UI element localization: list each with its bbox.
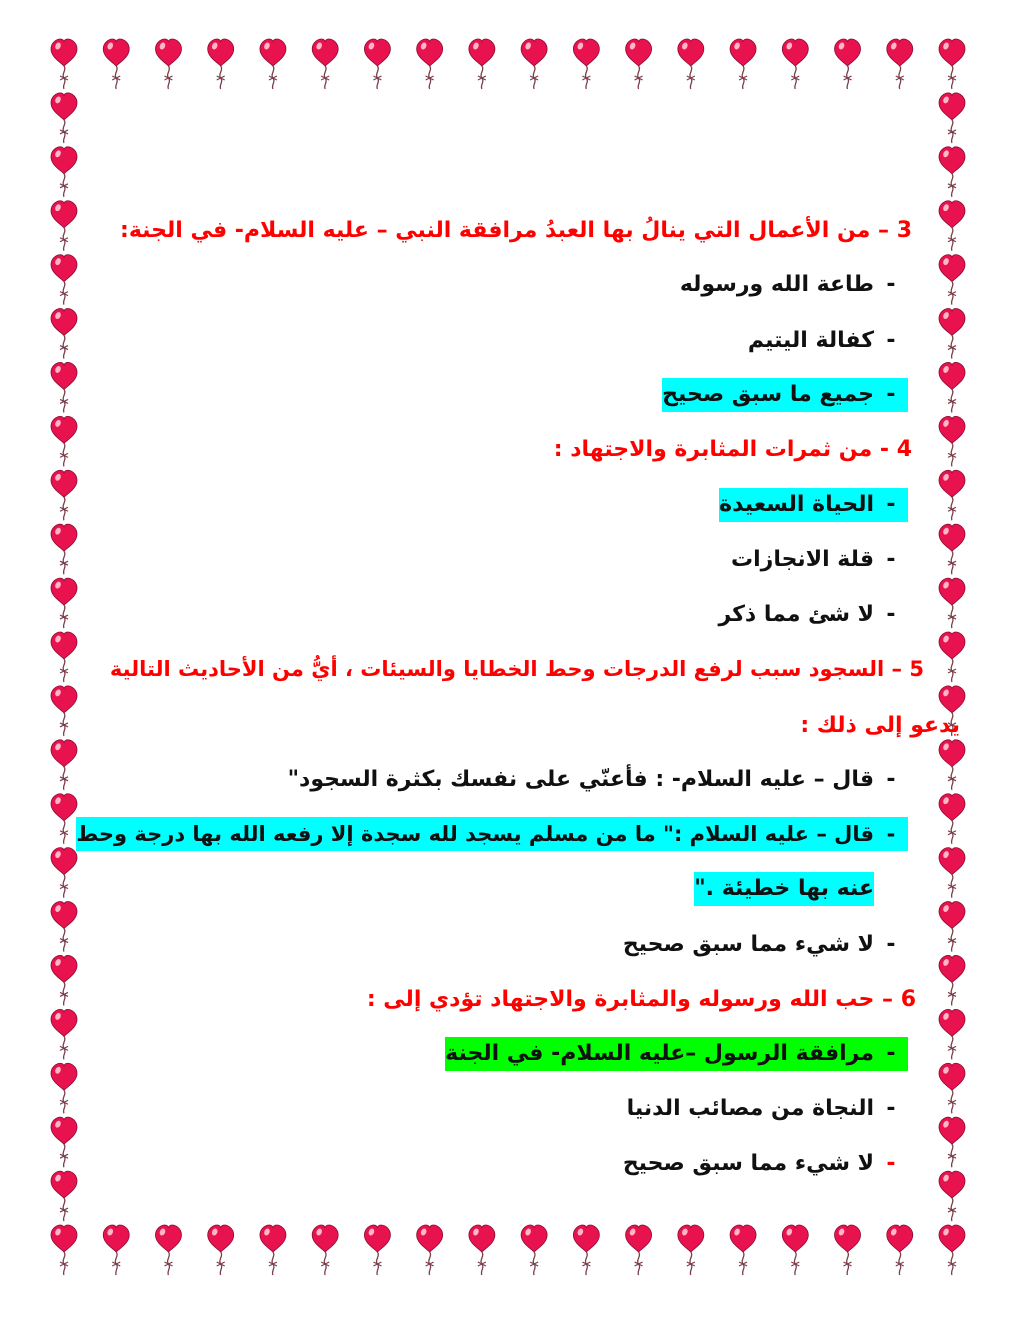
correct-answer-highlight: [445, 1037, 908, 1071]
option-list-item: [680, 268, 908, 302]
heart-balloon-icon: [155, 1225, 181, 1275]
heart-balloon-icon: [51, 1225, 77, 1275]
heart-balloon-icon: [939, 1117, 965, 1167]
correct-answer-highlight: [76, 817, 908, 851]
option-list-item: [623, 1147, 908, 1181]
heart-balloon-icon: [103, 39, 129, 89]
option-text: لا شيء مما سبق صحيح: [622, 1151, 874, 1176]
heart-balloon-icon: [51, 93, 77, 143]
heart-balloon-icon: [730, 39, 756, 89]
heart-balloon-icon: [730, 1225, 756, 1275]
question-6-title: 6 – حب الله ورسوله والمثابرة والاجتهاد تؤدي إلى :: [366, 987, 916, 1012]
heart-balloon-icon: [51, 686, 77, 736]
heart-balloon-icon: [939, 524, 965, 574]
heart-balloon-icon: [939, 147, 965, 197]
heart-balloon-icon: [887, 1225, 913, 1275]
heart-balloon-icon: [51, 848, 77, 898]
heart-balloon-icon: [939, 578, 965, 628]
heart-balloon-icon: [939, 362, 965, 412]
option-text: كفالة اليتيم: [747, 328, 874, 353]
bullet: -: [886, 1041, 896, 1066]
heart-balloon-icon: [939, 902, 965, 952]
heart-balloon-icon: [782, 1225, 808, 1275]
heart-balloon-icon: [312, 1225, 338, 1275]
correct-answer-highlight-continued: عنه بها خطيئة .": [694, 872, 874, 906]
option-text: جميع ما سبق صحيح: [662, 382, 874, 407]
option-list-item: [288, 763, 908, 797]
question-3-title: 3 – من الأعمال التي ينالُ بها العبدُ مرافقة النبي – عليه السلام- في الجنة:: [120, 218, 912, 243]
heart-balloon-icon: [782, 39, 808, 89]
heart-balloon-icon: [939, 1009, 965, 1059]
heart-balloon-icon: [417, 39, 443, 89]
bullet: -: [886, 932, 896, 957]
option-list-item: [718, 598, 908, 632]
heart-balloon-icon: [521, 39, 547, 89]
heart-balloon-icon: [51, 39, 77, 89]
question-5-title-continued: يدعو إلى ذلك :: [800, 713, 960, 738]
heart-balloon-icon: [103, 1225, 129, 1275]
heart-balloon-icon: [939, 1171, 965, 1221]
heart-balloon-icon: [939, 470, 965, 520]
option-text: لا شيء مما سبق صحيح: [622, 932, 874, 957]
heart-balloon-icon: [939, 93, 965, 143]
bullet: -: [886, 602, 896, 627]
heart-balloon-icon: [939, 1063, 965, 1113]
option-text: قال – عليه السلام :" ما من مسلم يسجد لله سجدة إلا رفعه الله بها درجة وحط: [76, 822, 874, 846]
option-list-item: [627, 1092, 908, 1126]
heart-balloon-icon: [678, 1225, 704, 1275]
heart-balloon-icon: [51, 955, 77, 1005]
option-list-item: [748, 324, 908, 358]
heart-balloon-icon: [626, 39, 652, 89]
heart-balloon-icon: [939, 39, 965, 89]
heart-balloon-icon: [678, 39, 704, 89]
heart-balloon-icon: [469, 39, 495, 89]
heart-balloon-icon: [51, 794, 77, 844]
heart-balloon-icon: [51, 147, 77, 197]
bullet: -: [886, 272, 896, 297]
heart-balloon-icon: [51, 470, 77, 520]
bullet: -: [886, 382, 896, 407]
question-5-title: 5 – السجود سبب لرفع الدرجات وحط الخطايا والسيئات ، أيُّ من الأحاديث التالية: [109, 657, 924, 681]
heart-balloon-icon: [939, 1225, 965, 1275]
option-text: مرافقة الرسول –عليه السلام- في الجنة: [445, 1041, 874, 1066]
bullet: -: [886, 328, 896, 353]
option-text: قال – عليه السلام- : فأعنّي على نفسك بكثرة السجود": [287, 767, 874, 792]
bullet: -: [886, 547, 896, 572]
heart-balloon-icon: [51, 524, 77, 574]
heart-balloon-icon: [312, 39, 338, 89]
heart-balloon-icon: [469, 1225, 495, 1275]
heart-balloon-icon: [260, 1225, 286, 1275]
option-text: الحياة السعيدة: [719, 492, 874, 517]
heart-balloon-icon: [51, 1171, 77, 1221]
heart-balloon-icon: [939, 416, 965, 466]
heart-balloon-icon: [417, 1225, 443, 1275]
option-text: طاعة الله ورسوله: [679, 272, 874, 297]
heart-balloon-icon: [51, 1117, 77, 1167]
option-text: قلة الانجازات: [731, 547, 874, 572]
heart-balloon-icon: [939, 848, 965, 898]
heart-balloon-icon: [155, 39, 181, 89]
heart-balloon-icon: [51, 1063, 77, 1113]
correct-answer-highlight: [719, 488, 908, 522]
heart-balloon-icon: [939, 632, 965, 682]
heart-balloon-icon: [521, 1225, 547, 1275]
bullet: -: [886, 822, 896, 846]
heart-balloon-icon: [208, 39, 234, 89]
heart-balloon-icon: [939, 201, 965, 251]
bullet: -: [886, 492, 896, 517]
option-text: لا شئ مما ذكر: [718, 602, 874, 627]
heart-balloon-icon: [939, 255, 965, 305]
heart-balloon-icon: [51, 740, 77, 790]
correct-answer-highlight: [662, 378, 908, 412]
bullet: -: [886, 767, 896, 792]
heart-balloon-icon: [939, 794, 965, 844]
heart-balloon-icon: [573, 1225, 599, 1275]
heart-balloon-icon: [51, 632, 77, 682]
bullet: -: [886, 1151, 896, 1176]
question-4-title: 4 - من ثمرات المثابرة والاجتهاد :: [553, 437, 912, 462]
heart-balloon-icon: [208, 1225, 234, 1275]
bullet: -: [886, 1096, 896, 1121]
heart-balloon-icon: [51, 1009, 77, 1059]
heart-balloon-icon: [260, 39, 286, 89]
heart-balloon-icon: [364, 1225, 390, 1275]
heart-balloon-icon: [51, 416, 77, 466]
heart-balloon-icon: [887, 39, 913, 89]
heart-balloon-icon: [835, 39, 861, 89]
heart-balloon-icon: [626, 1225, 652, 1275]
heart-balloon-icon: [51, 201, 77, 251]
heart-balloon-icon: [364, 39, 390, 89]
heart-balloon-icon: [51, 255, 77, 305]
heart-balloon-icon: [51, 902, 77, 952]
option-text: النجاة من مصائب الدنيا: [626, 1096, 874, 1121]
heart-balloon-icon: [939, 740, 965, 790]
heart-balloon-icon: [573, 39, 599, 89]
heart-balloon-icon: [835, 1225, 861, 1275]
heart-balloon-icon: [51, 309, 77, 359]
heart-balloon-icon: [939, 955, 965, 1005]
heart-balloon-icon: [939, 309, 965, 359]
heart-balloon-icon: [51, 362, 77, 412]
option-list-item: [623, 928, 908, 962]
option-list-item: [731, 543, 908, 577]
heart-balloon-icon: [51, 578, 77, 628]
